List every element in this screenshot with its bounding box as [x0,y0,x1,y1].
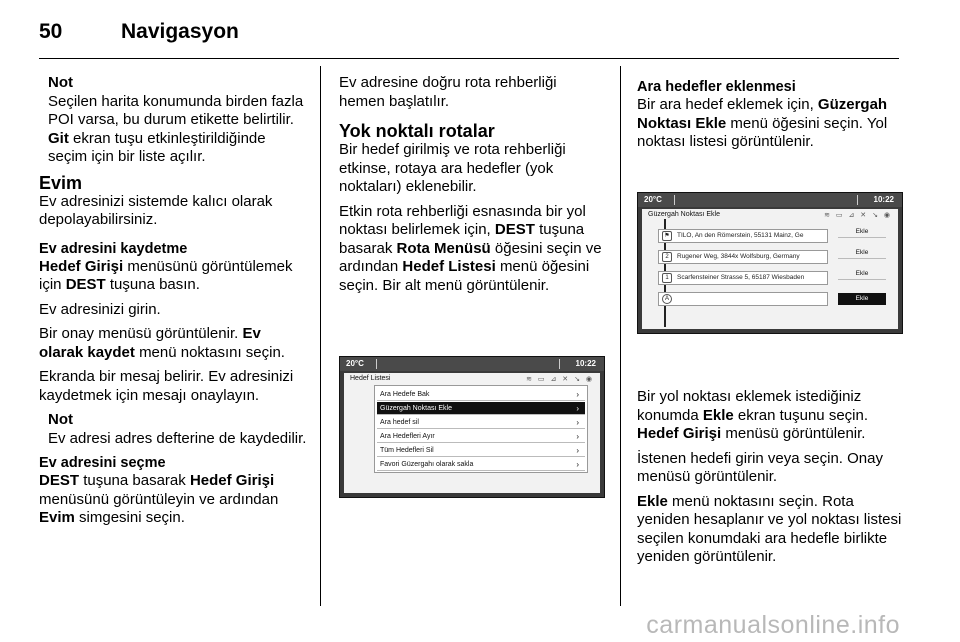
panel-title: Güzergah Noktası Ekle [648,211,720,218]
temperature: 20°C [346,359,364,368]
chevron-right-icon: › [576,404,579,413]
text: Bir ara hedef eklemek için, [637,96,814,113]
add-waypoint-text [637,96,902,152]
status-icons: ≋ ▭ ⊿ ✕ ↘ ◉ [526,376,594,383]
status-separator [559,359,560,369]
add-button[interactable]: Ekle [838,226,886,238]
text: tuşuna basın. [109,276,200,293]
text: menü öğesini seçin. Yol noktası listesi görüntülenir. [637,114,888,150]
note-bold-git: Git [48,129,69,147]
text: menüsü görüntülenir. [725,425,866,442]
note-address-book [39,411,307,448]
note-poi [39,74,307,167]
text: Etkin rota rehberliği esnasında bir yol noktası belirlemek için, [339,202,586,238]
destination-menu-item[interactable] [377,444,585,457]
menu-item-label: Tüm Hedefleri Sil [380,447,434,454]
evim-intro: Ev adresinizi sistemde kalıcı olarak depolayabilirsiniz. [39,192,273,228]
column-3 [637,74,902,158]
screen-add-waypoint [637,158,903,370]
waypoint-marker-icon: 1 [662,273,672,283]
select-step [39,472,307,528]
flag-icon: ⚑ [662,231,672,241]
column-1 [39,74,307,534]
term-dest: DEST [65,276,106,293]
clock: 10:22 [575,359,596,368]
waypoint-label: Rugener Weg, 3844x Wolfsburg, Germany [677,253,800,260]
status-icons: ≋ ▭ ⊿ ✕ ↘ ◉ [824,212,892,219]
subheading-save-home: Ev adresini kaydetme [39,240,188,257]
add-button[interactable]: Ekle [838,293,886,305]
add-step-3 [637,493,902,567]
save-step-3 [39,325,307,362]
add-button[interactable]: Ekle [838,247,886,259]
text: menü öğesini seçin. Bir alt menü görüntülenir. [339,258,590,294]
route-start-text: Ev adresine doğru rota rehberliği hemen başlatılır. [339,74,557,110]
chevron-right-icon: › [576,432,579,441]
waypoint-label: TILO, An den Römerstein, 55131 Mainz, Ge [677,232,804,239]
text: menüsünü görüntülemek için [39,257,293,293]
display-frame [339,356,605,498]
destination-list-panel [344,373,600,493]
menu-item-label: Güzergah Noktası Ekle [380,405,452,412]
text: menü noktasını seçin. Rota yeniden hesaplanır ve yol noktası listesi seçilen konumdaki ara hedefle birlikte yeniden görüntülenir. [637,492,902,565]
menu-item-label: Ara Hedefe Bak [380,391,430,398]
term-hedef-girisi: Hedef Girişi [637,425,722,442]
waypoint-row[interactable] [658,250,828,264]
add-button[interactable]: Ekle [838,268,886,280]
chevron-right-icon: › [576,460,579,469]
term-hedef-girisi: Hedef Girişi [189,472,275,489]
waypoint-row[interactable] [658,292,828,306]
add-step-1 [637,388,902,444]
temperature: 20°C [644,195,662,204]
destination-menu-item[interactable] [377,402,585,415]
destination-menu-item[interactable] [377,430,585,443]
column-divider-2 [620,66,621,606]
text: simgesini seçin. [79,509,185,526]
text: menüsünü görüntüleyin ve ardından [39,490,279,508]
section-title-waypoints: Yok noktalı rotalar [339,121,495,141]
menu-item-label: Ara Hedefleri Ayır [380,433,435,440]
column-divider-1 [320,66,321,606]
status-bar [340,357,604,371]
waypoints-intro: Bir hedef girilmiş ve rota rehberliği etkinse, rotaya ara hedefler (yok noktaları) eklenebilir. [339,141,566,195]
term-evim: Evim [39,509,75,526]
text: menü noktasını seçin. [139,343,285,361]
note-text-tail: ekran tuşu etkinleştirildiğinde seçim için bir liste açılır. [48,129,266,165]
note-text: Ev adresi adres defterine de kaydedilir. [48,429,307,447]
watermark: carmanualsonline.info [646,611,900,639]
save-step-2: Ev adresinizi girin. [39,300,161,318]
term-hedef-girisi: Hedef Girişi [39,257,124,275]
waypoint-label: Scarfensteiner Strasse 5, 65187 Wiesbaden [677,274,805,281]
waypoint-marker-icon: 2 [662,252,672,262]
waypoint-row[interactable] [658,229,828,243]
chevron-right-icon: › [576,446,579,455]
destination-menu-item[interactable] [377,458,585,471]
note-text: Seçilen harita konumunda birden fazla POI varsa, bu durum etikette belirtilir. [48,92,304,128]
waypoints-steps [339,203,604,296]
header-divider [39,58,899,59]
page-title: Navigasyon [121,20,239,43]
screen-destination-list [339,322,605,536]
term-hedef-listesi: Hedef Listesi [402,258,496,275]
waypoint-panel [642,209,898,329]
term-ekle: Ekle [637,492,668,510]
note-heading: Not [48,411,73,428]
page-header [39,20,899,62]
text: tuşuna basarak [83,472,186,489]
menu-item-label: Favori Güzergahı olarak sakla [380,461,474,468]
term-guzergah-noktasi-ekle: Güzergah Noktası Ekle [637,96,888,132]
text: Bir onay menüsü görüntülenir. [39,325,239,342]
text: öğesini seçin ve ardından [339,239,602,275]
subheading-select-home: Ev adresini seçme [39,455,166,471]
page-number: 50 [39,20,63,43]
waypoint-marker-icon: A [662,294,672,304]
text: ekran tuşunu seçin. [737,406,868,424]
chevron-right-icon: › [576,418,579,427]
add-step-2: İstenen hedefi girin veya seçin. Onay menüsü görüntülenir. [637,449,883,485]
term-dest: DEST [494,221,535,238]
text: Bir yol noktası eklemek istediğiniz konumda [637,388,862,424]
clock: 10:22 [873,195,894,204]
panel-title: Hedef Listesi [350,375,391,382]
destination-menu-item[interactable] [377,416,585,429]
destination-menu [374,385,588,473]
note-heading: Not [48,74,73,91]
status-separator [857,195,858,205]
term-dest: DEST [39,472,80,489]
waypoint-row[interactable] [658,271,828,285]
status-separator [376,359,377,369]
column-3-lower [637,388,902,573]
text: tuşuna basarak [339,221,585,257]
save-step-1 [39,258,307,295]
display-frame [637,192,903,334]
chevron-right-icon: › [576,390,579,399]
status-separator [674,195,675,205]
destination-menu-item[interactable] [377,388,585,401]
term-ekle: Ekle [702,406,734,424]
save-step-4: Ekranda bir mesaj belirir. Ev adresinizi kaydetmek için mesajı onaylayın. [39,368,294,404]
status-bar [638,193,902,207]
menu-item-label: Ara hedef sil [380,419,419,426]
term-rota-menusu: Rota Menüsü [396,239,491,257]
term-ev-olarak-kaydet: Ev olarak kaydet [39,325,261,361]
section-title-evim: Evim [39,172,83,193]
column-2 [339,74,604,301]
subheading-add-waypoints: Ara hedefler eklenmesi [637,79,796,95]
